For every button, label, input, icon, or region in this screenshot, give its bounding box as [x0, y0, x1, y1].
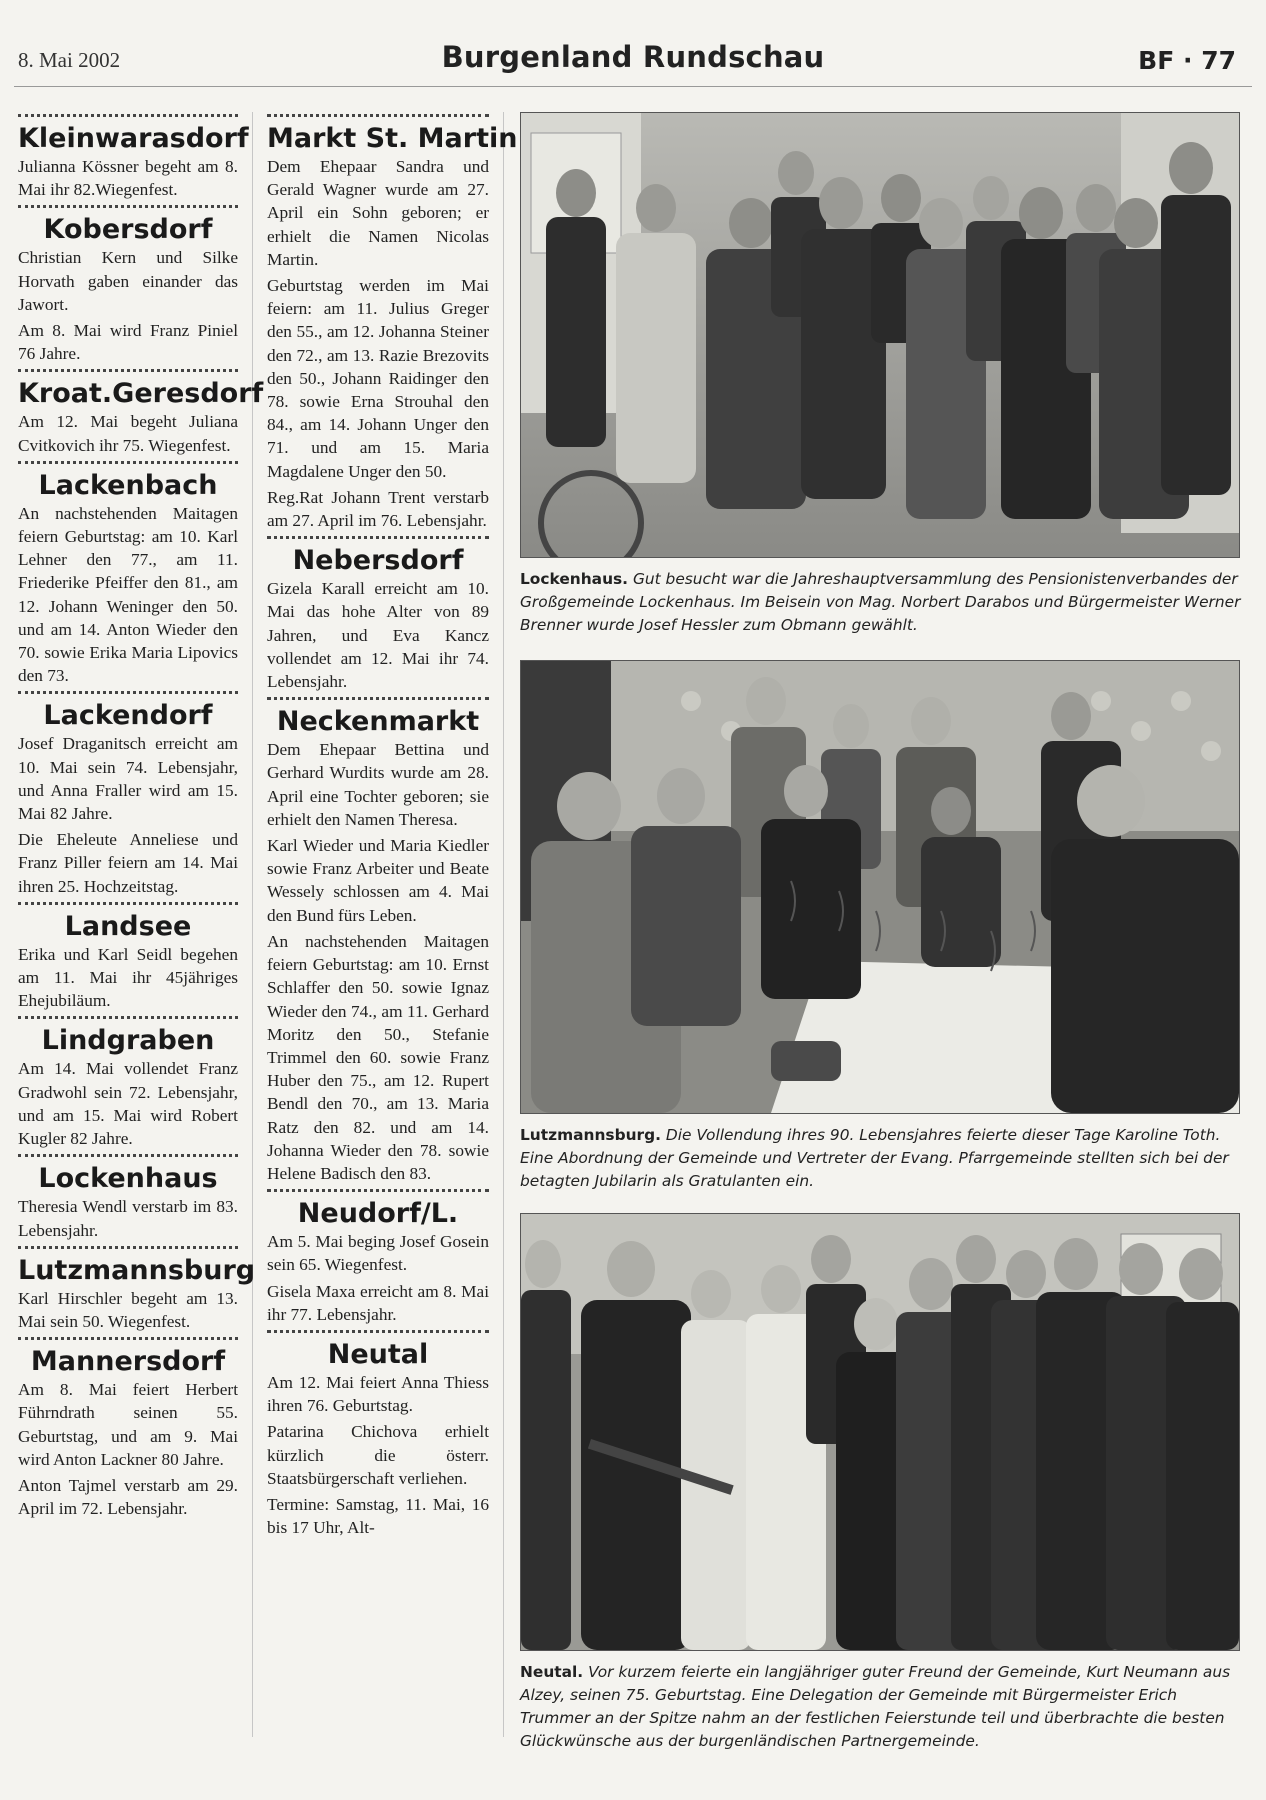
caption-text: Gut besucht war die Jahreshauptversammlung des Pensionistenverbandes der Großgemeinde Lockenhaus. Im Beisein von Mag. Norbert Darabos und Bürgermeister Werner Brenner wurde Josef Hessler zum Obmann gewählt.	[520, 570, 1241, 634]
item-heading: Lockenhaus	[38, 1163, 218, 1195]
dotted-divider	[267, 114, 489, 117]
item-text: Termine: Samstag, 11. Mai, 16 bis 17 Uhr, Alt-	[267, 1494, 489, 1538]
local-news-item	[18, 461, 238, 688]
item-heading: Landsee	[64, 910, 192, 942]
photo-caption	[520, 1661, 1242, 1753]
dotted-divider	[18, 902, 238, 905]
item-text: An nachstehenden Maitagen feiern Geburtstag: am 10. Ernst Schlaffer den 50. sowie Ignaz Wieder den 74., am 11. Gerhard Moritz den 50., Stefanie Trimmel den 60. sowie Franz Huber den 75., am 12. Rupert Bendl den 70., am 13. Maria Ratz den 82. und am 14. Johanna Wieder den 78. sowie Helene Badisch den 83.	[267, 931, 489, 1183]
item-text: Am 12. Mai begeht Juliana Cvitkovich ihr 75. Wiegenfest.	[18, 412, 238, 455]
item-heading: Neckenmarkt	[276, 706, 480, 738]
item-text: Reg.Rat Johann Trent verstarb am 27. April im 76. Lebensjahr.	[267, 487, 489, 531]
item-heading: Lackendorf	[43, 700, 213, 732]
item-heading: Nebersdorf	[292, 545, 464, 577]
item-text: Dem Ehepaar Sandra und Gerald Wagner wurde am 27. April ein Sohn geboren; er erhielt die Namen Nicolas Martin.	[267, 157, 489, 269]
dotted-divider	[18, 114, 238, 117]
news-column-2	[267, 110, 518, 1542]
local-news-item	[18, 1246, 256, 1333]
photo-caption	[520, 1124, 1242, 1193]
caption-text: Die Vollendung ihres 90. Lebensjahres feierte dieser Tage Karoline Toth. Eine Abordnung der Gemeinde und Vertreter der Evang. Pfarrgemeinde stellten sich bei der betagten Jubilarin als Gratulanten ein.	[520, 1126, 1229, 1190]
item-text: Die Eheleute Anneliese und Franz Piller feiern am 14. Mai ihren 25. Hochzeitstag.	[18, 830, 238, 896]
dotted-divider	[18, 1337, 238, 1340]
item-text: Am 8. Mai wird Franz Piniel 76 Jahre.	[18, 321, 238, 364]
local-news-item	[267, 114, 518, 532]
dotted-divider	[267, 536, 489, 539]
item-text: An nachstehenden Maitagen feiern Geburtstag: am 10. Karl Lehner den 77., am 11. Friederike Pfeiffer den 81., am 12. Johann Weninger den 50. und am 14. Anton Wieder den 70. sowie Erika Maria Lipovics den 73.	[18, 503, 238, 686]
item-text: Karl Wieder und Maria Kiedler sowie Franz Arbeiter und Beate Wessely schlossen am 4. Mai den Bund fürs Leben.	[267, 836, 489, 925]
item-heading: Kroat.Geresdorf	[18, 378, 264, 410]
photo-neutal-delegation	[520, 1213, 1240, 1651]
item-heading: Kobersdorf	[43, 214, 213, 246]
caption-place: Lutzmannsburg.	[520, 1126, 662, 1144]
item-text: Patarina Chichova erhielt kürzlich die österr. Staatsbürgerschaft verliehen.	[267, 1422, 489, 1488]
dotted-divider	[18, 1154, 238, 1157]
local-news-item	[267, 536, 489, 693]
local-news-item	[18, 1016, 238, 1150]
photo-lockenhaus-meeting	[520, 112, 1240, 558]
local-news-item	[18, 369, 264, 456]
local-news-item	[18, 114, 249, 201]
item-text: Am 12. Mai feiert Anna Thiess ihren 76. Geburtstag.	[267, 1372, 489, 1416]
local-news-item	[18, 1154, 238, 1241]
item-heading: Kleinwarasdorf	[18, 123, 249, 154]
item-text: Karl Hirschler begeht am 13. Mai sein 50. Wiegenfest.	[18, 1288, 238, 1331]
local-news-item	[267, 1330, 489, 1539]
item-heading: Neudorf/L.	[297, 1198, 459, 1230]
caption-text: Vor kurzem feierte ein langjähriger guter Freund der Gemeinde, Kurt Neumann aus Alzey, seinen 75. Geburtstag. Eine Delegation der Gemeinde mit Bürgermeister Erich Trummer an der Spitze nahm an der festlichen Feierstunde teil und überbrachte die besten Glückwünsche aus der burgenländischen Partnergemeinde.	[520, 1663, 1231, 1750]
item-heading: Lackenbach	[38, 469, 218, 501]
dotted-divider	[18, 205, 238, 208]
column-separator	[252, 112, 253, 1737]
local-news-item	[18, 691, 238, 897]
local-news-item	[18, 1337, 238, 1520]
photo-caption	[520, 568, 1242, 637]
item-heading: Markt St. Martin	[267, 123, 518, 154]
item-text: Theresia Wendl verstarb im 83. Lebensjahr.	[18, 1197, 238, 1240]
news-column-1	[18, 110, 264, 1523]
dotted-divider	[18, 1246, 238, 1249]
item-text: Christian Kern und Silke Horvath gaben einander das Jawort.	[18, 248, 238, 314]
item-text: Gisela Maxa erreicht am 8. Mai ihr 77. Lebensjahr.	[267, 1281, 489, 1324]
item-text: Josef Draganitsch erreicht am 10. Mai sein 74. Lebensjahr, und Anna Fraller wird am 15. Mai 82 Jahre.	[18, 734, 238, 824]
item-text: Gizela Karall erreicht am 10. Mai das hohe Alter von 89 Jahren, und Eva Kancz vollendet am 12. Mai ihr 74. Lebensjahr.	[267, 579, 489, 692]
local-news-item	[267, 697, 489, 1185]
item-text: Erika und Karl Seidl begehen am 11. Mai ihr 45jähriges Ehejubiläum.	[18, 944, 238, 1011]
issue-date: 8. Mai 2002	[18, 48, 121, 72]
item-heading: Neutal	[327, 1338, 429, 1370]
item-text: Am 5. Mai beging Josef Gosein sein 65. Wiegenfest.	[267, 1232, 489, 1275]
item-heading: Lutzmannsburg	[18, 1254, 256, 1286]
dotted-divider	[18, 1016, 238, 1019]
local-news-item	[267, 1189, 489, 1326]
caption-place: Lockenhaus.	[520, 570, 629, 588]
item-text: Geburtstag werden im Mai feiern: am 11. Julius Greger den 55., am 12. Johanna Steiner den 72., am 13. Razie Brezovits den 50., Johann Raidinger den 78. sowie Erna Strouhal den 84., am 14. Johann Unger den 71. und am 15. Maria Magdalene Unger den 50.	[267, 276, 489, 481]
item-text: Anton Tajmel verstarb am 29. April im 72. Lebensjahr.	[18, 1475, 238, 1519]
dotted-divider	[18, 369, 238, 372]
item-text: Julianna Kössner begeht am 8. Mai ihr 82.Wiegenfest.	[18, 157, 238, 200]
item-text: Am 14. Mai vollendet Franz Gradwohl sein 72. Lebensjahr, und am 15. Mai wird Robert Kugler 82 Jahre.	[18, 1059, 238, 1149]
item-text: Dem Ehepaar Bettina und Gerhard Wurdits wurde am 28. April eine Tochter geboren; sie erhielt den Namen Theresa.	[267, 740, 489, 829]
header-rule	[14, 86, 1252, 87]
local-news-item	[18, 902, 238, 1013]
local-news-item	[18, 205, 238, 365]
newspaper-title: Burgenland Rundschau	[441, 40, 825, 74]
dotted-divider	[18, 461, 238, 464]
column-separator	[503, 112, 504, 1737]
dotted-divider	[267, 697, 489, 700]
dotted-divider	[267, 1330, 489, 1333]
item-heading: Mannersdorf	[30, 1346, 226, 1378]
item-heading: Lindgraben	[41, 1025, 215, 1057]
photo-lutzmannsburg-birthday	[520, 660, 1240, 1114]
dotted-divider	[18, 691, 238, 694]
page-number: BF · 77	[1138, 46, 1236, 75]
dotted-divider	[267, 1189, 489, 1192]
item-text: Am 8. Mai feiert Herbert Führndrath seinen 55. Geburtstag, und am 9. Mai wird Anton Lackner 80 Jahre.	[18, 1380, 238, 1469]
caption-place: Neutal.	[520, 1663, 584, 1681]
